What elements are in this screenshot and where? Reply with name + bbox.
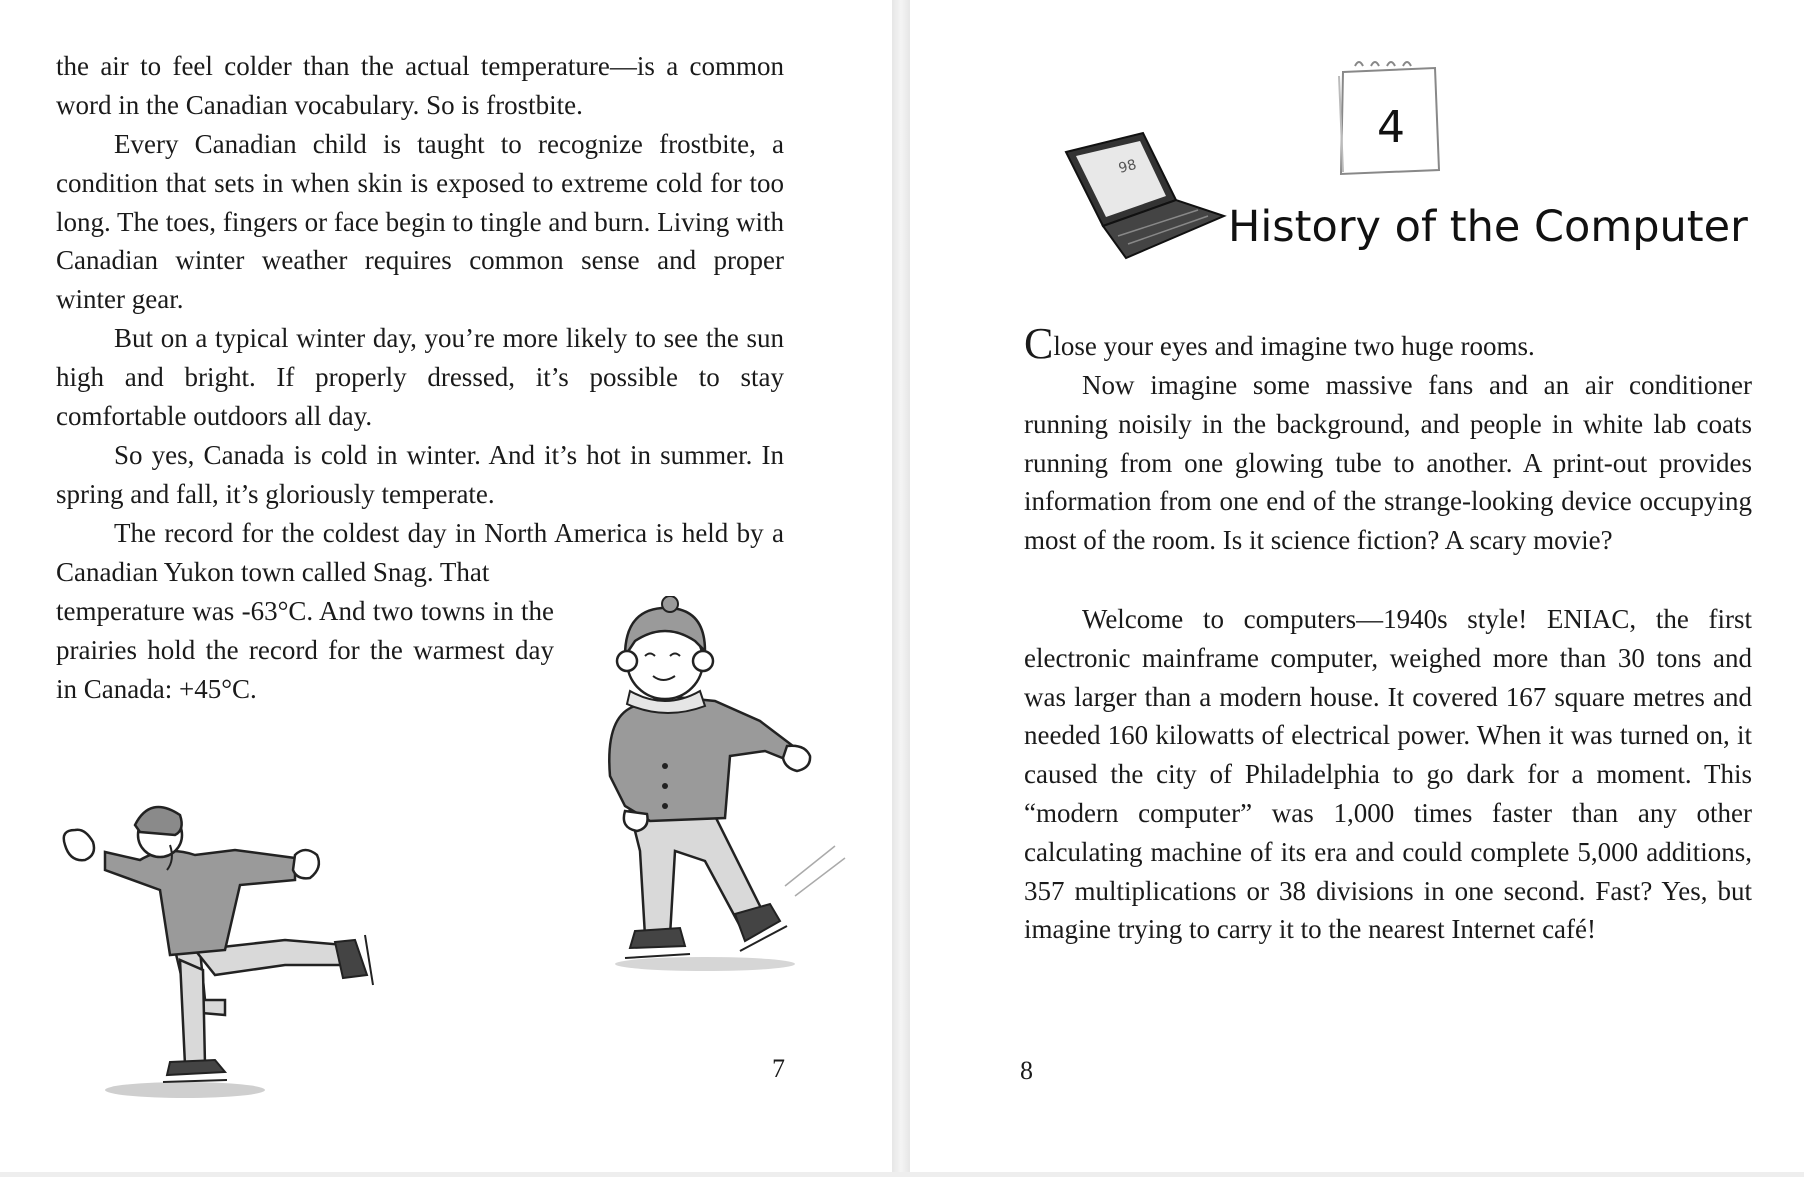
dropcap-letter: C [1024, 319, 1054, 368]
laptop-screen-text: 98 [1116, 156, 1139, 177]
right-intro-paragraph [1024, 319, 1752, 368]
intro-text: lose your eyes and imagine two huge rooms. [1053, 331, 1535, 361]
chapter-title: History of the Computer [1228, 202, 1748, 252]
left-paragraph-4: So yes, Canada is cold in winter. And it’s hot in summer. In spring and fall, it’s gloriously temperate. [56, 440, 784, 509]
left-paragraph-3: But on a typical winter day, you’re more likely to see the sun high and bright. If properly dressed, it’s possible to stay comfortable outdoors all day. [56, 323, 784, 431]
book-gutter [892, 0, 910, 1177]
left-paragraph-5: The record for the coldest day in North America is held by a Canadian Yukon town called Snag. That [56, 518, 784, 587]
calendar-icon [1335, 60, 1445, 180]
page-bottom-edge [0, 1172, 1804, 1177]
skater-girl-illustration [55, 800, 385, 1120]
skater-boy-illustration [565, 596, 855, 976]
left-paragraph-2: Every Canadian child is taught to recognize frostbite, a condition that sets in when skin is exposed to extreme cold for too long. The toes, fingers or face begin to tingle and burn. Living with Canadian winter weather requires common sense and proper winter gear. [56, 129, 784, 315]
page-number-left: 7 [772, 1054, 785, 1083]
page-number-right: 8 [1020, 1056, 1033, 1085]
calendar-number: 4 [1377, 102, 1405, 153]
left-paragraph-5-continued: temperature was -63°C. And two towns in the prairies hold the record for the warmest day in Canada: +45°C. [56, 596, 554, 704]
right-paragraph-1: Now imagine some massive fans and an air conditioner running noisily in the background, and people in white lab coats running from one glowing tube to another. A print-out provides information from one end of the strange-looking device occupying most of the room. Is it science fiction? A scary movie? [1024, 370, 1752, 556]
laptop-icon [1058, 128, 1228, 268]
right-paragraph-2: Welcome to computers—1940s style! ENIAC, the first electronic mainframe computer, weighed more than 30 tons and was larger than a modern house. It covered 167 square metres and needed 160 kilowatts of electrical power. When it was turned on, it caused the city of Philadelphia to go dark for a moment. This “modern computer” was 1,000 times faster than any other calculating machine of its era and could complete 5,000 additions, 357 multiplications or 38 divisions in one second. Fast? Yes, but imagine trying to carry it to the nearest Internet café! [1024, 604, 1752, 945]
left-paragraph-1: the air to feel colder than the actual temperature—is a common word in the Canadian vocabulary. So is frostbite. [56, 51, 784, 120]
